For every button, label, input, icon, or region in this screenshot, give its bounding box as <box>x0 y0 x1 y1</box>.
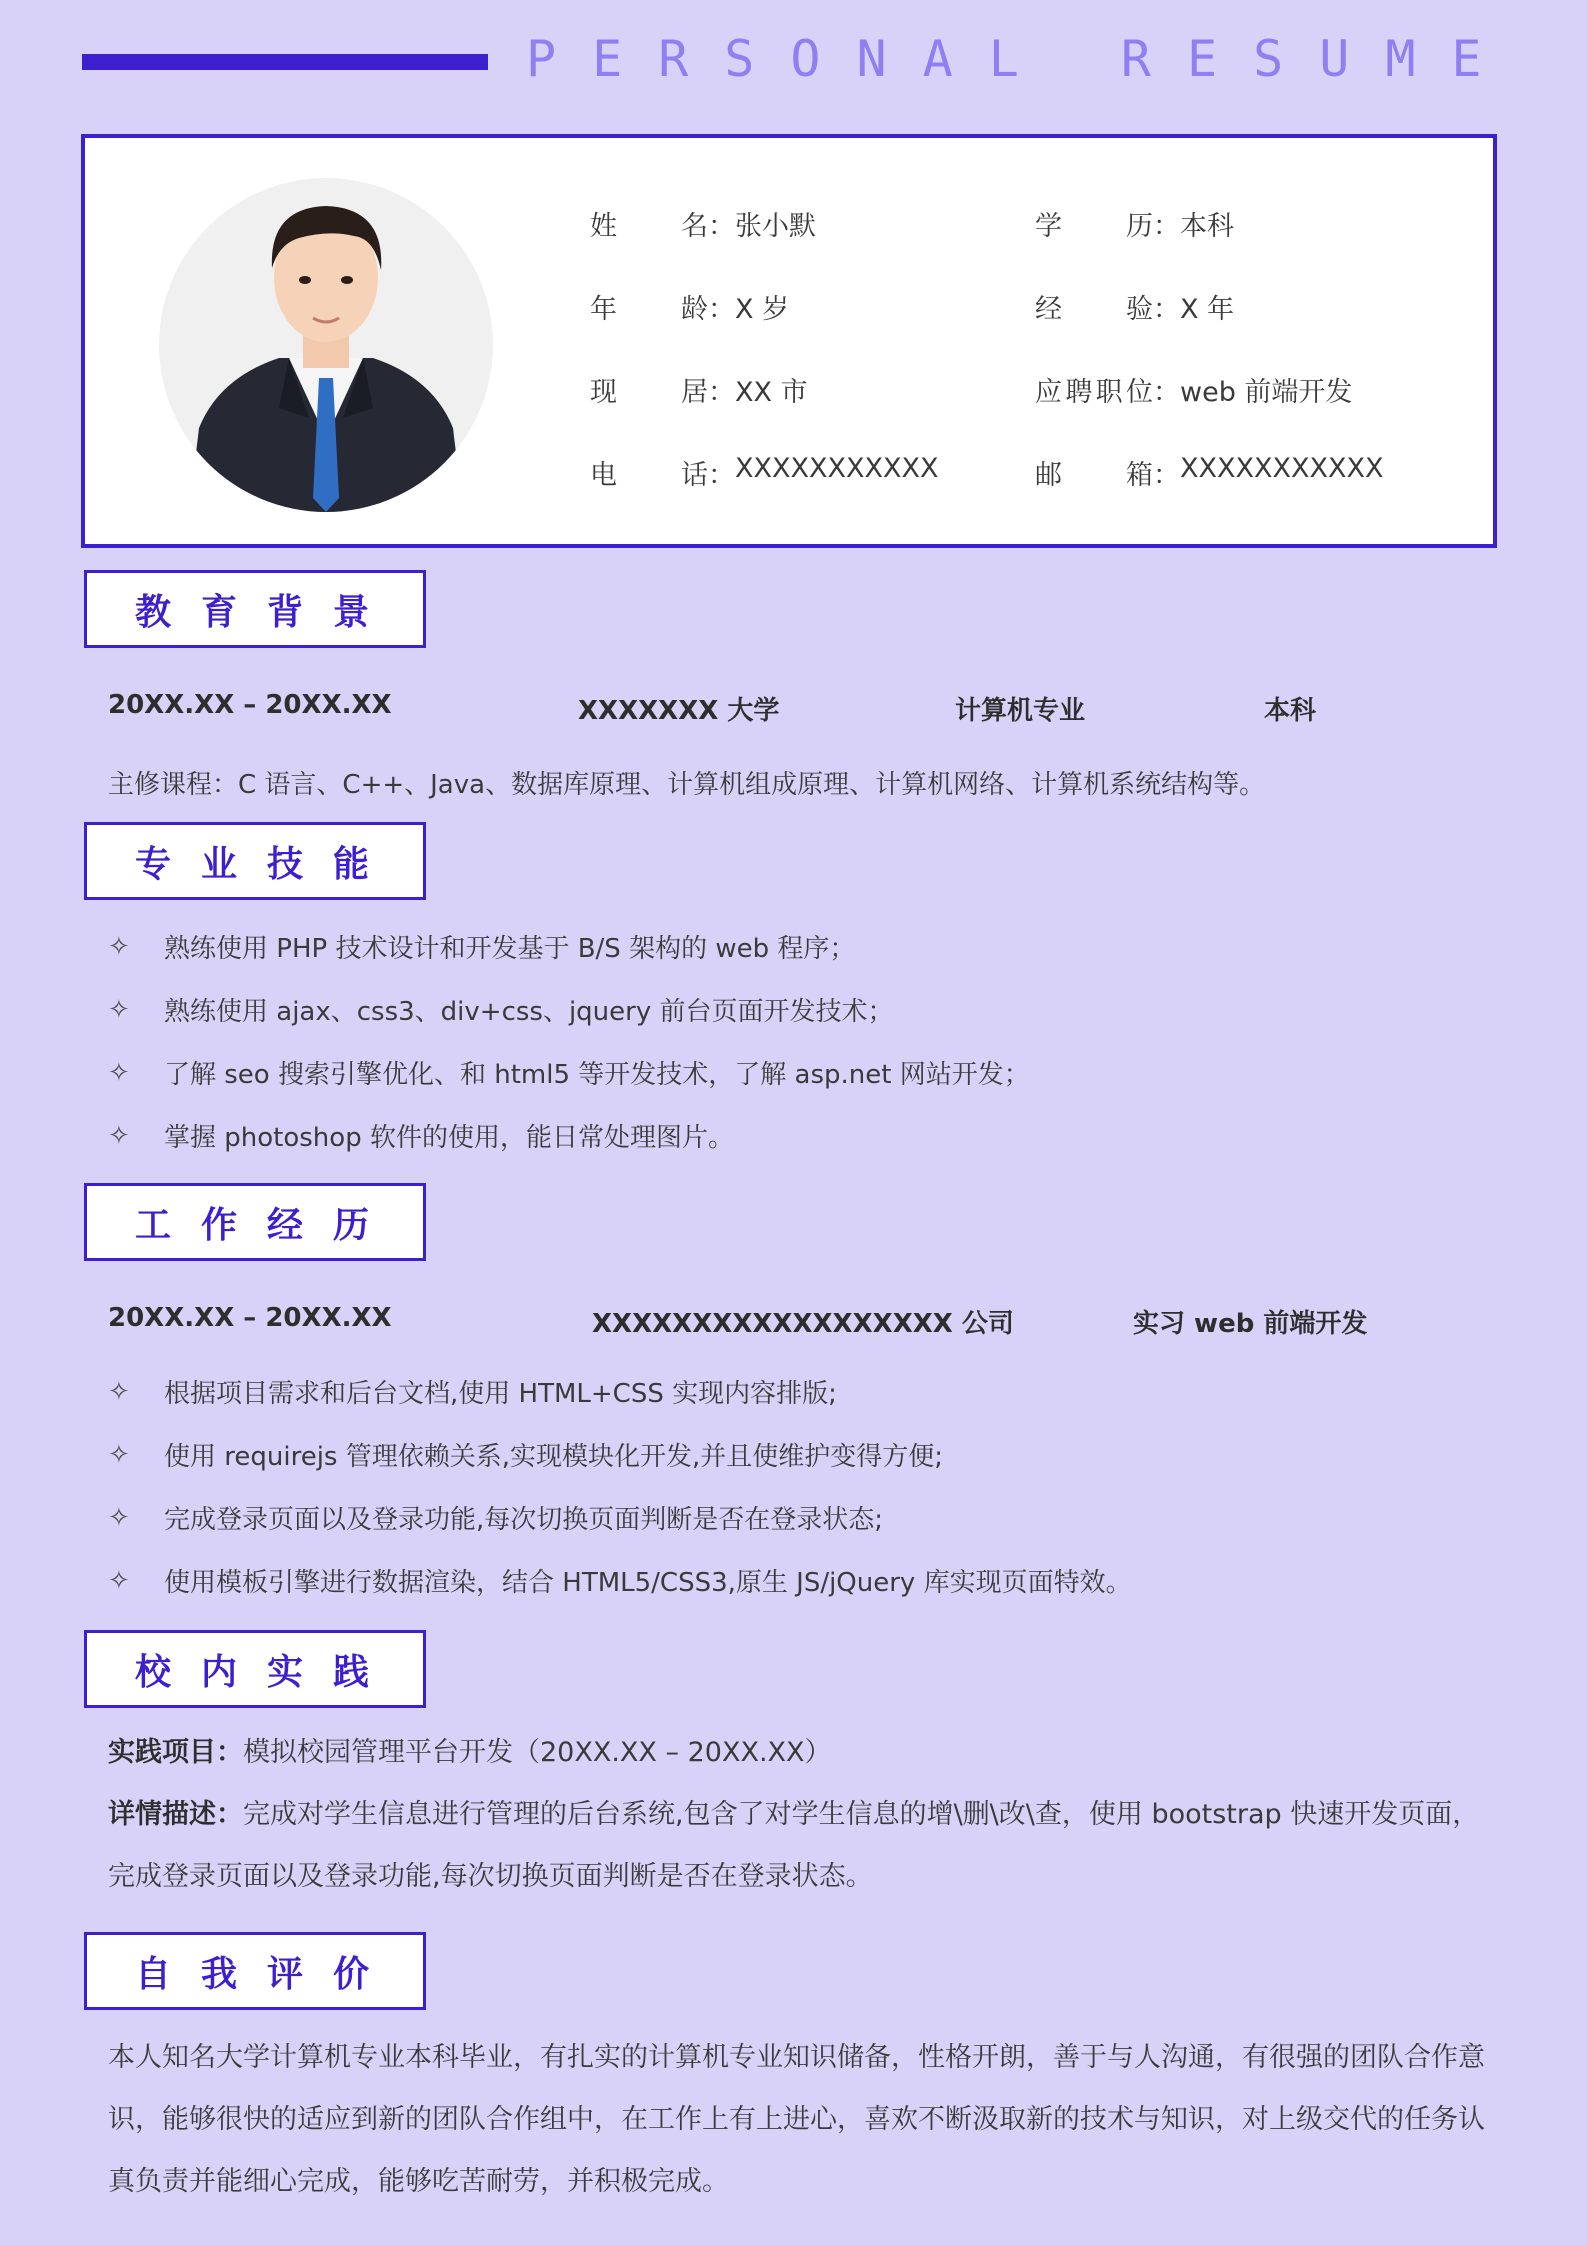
experience-value: X 年 <box>1180 294 1235 325</box>
residence-label: 现居 <box>590 377 708 408</box>
age-field: 年龄 ： X 岁 <box>590 287 789 326</box>
diamond-star-icon: ✧ <box>108 1502 130 1533</box>
campus-detail: 详情描述：完成对学生信息进行管理的后台系统,包含了对学生信息的增\删\改\查，使用 bootstrap 快速开发页面，完成登录页面以及登录功能,每次切换页面判断是否在登录状态。 <box>108 1799 1480 1892</box>
avatar <box>159 178 493 512</box>
skills-list <box>108 915 1030 1167</box>
age-label: 年龄 <box>590 294 708 325</box>
work-company: XXXXXXXXXXXXXXXXXX 公司 <box>592 1309 1014 1339</box>
self-evaluation-text: 本人知名大学计算机专业本科毕业，有扎实的计算机专业知识储备，性格开朗，善于与人沟通，有很强的团队合作意识，能够很快的适应到新的团队合作组中，在工作上有上进心，喜欢不断汲取新的技术与知识，对上级交代的任务认真负责并能细心完成，能够吃苦耐劳，并积极完成。 <box>108 2042 1485 2197</box>
name-label: 姓名 <box>590 211 708 242</box>
email-label: 邮箱 <box>1035 460 1153 491</box>
position-label: 应聘职位 <box>1035 377 1153 408</box>
phone-field: 电话 ： XXXXXXXXXXX <box>590 453 939 491</box>
list-item: ✧ 掌握 photoshop 软件的使用，能日常处理图片。 <box>108 1120 734 1153</box>
list-item: ✧ 根据项目需求和后台文档,使用 HTML+CSS 实现内容排版; <box>108 1376 837 1409</box>
education-level-label: 学历 <box>1035 211 1153 242</box>
age-value: X 岁 <box>735 294 790 325</box>
education-major: 计算机专业 <box>955 696 1086 726</box>
education-level-field: 学历 ： 本科 <box>1035 204 1234 243</box>
email-value: XXXXXXXXXXX <box>1180 453 1384 484</box>
education-period: 20XX.XX – 20XX.XX <box>108 690 392 720</box>
education-section-title: 教育背景 <box>84 570 426 648</box>
page-title: PERSONAL RESUME <box>526 30 1518 88</box>
experience-label: 经验 <box>1035 294 1153 325</box>
list-item: ✧ 了解 seo 搜索引擎优化、和 html5 等开发技术，了解 asp.net 网站开发； <box>108 1057 1030 1090</box>
experience-field: 经验 ： X 年 <box>1035 287 1234 326</box>
position-field: 应聘职位 ： web 前端开发 <box>1035 370 1352 409</box>
phone-value: XXXXXXXXXXX <box>735 453 939 484</box>
diamond-star-icon: ✧ <box>108 994 130 1025</box>
campus-content <box>108 1722 1488 1908</box>
name-field: 姓名 ： 张小默 <box>590 204 816 243</box>
education-degree: 本科 <box>1264 696 1317 726</box>
phone-label: 电话 <box>590 460 708 491</box>
diamond-star-icon: ✧ <box>108 1376 130 1407</box>
list-item: ✧ 使用 requirejs 管理依赖关系,实现模块化开发,并且使维护变得方便; <box>108 1439 944 1472</box>
education-school: XXXXXXX 大学 <box>578 696 780 726</box>
header-accent-bar <box>82 54 488 70</box>
self-section-title: 自我评价 <box>84 1932 426 2010</box>
work-duties-list <box>108 1360 1132 1612</box>
diamond-star-icon: ✧ <box>108 931 130 962</box>
diamond-star-icon: ✧ <box>108 1120 130 1151</box>
diamond-star-icon: ✧ <box>108 1565 130 1596</box>
campus-section-title: 校内实践 <box>84 1630 426 1708</box>
work-period: 20XX.XX – 20XX.XX <box>108 1303 392 1333</box>
residence-value: XX 市 <box>735 377 808 408</box>
work-role: 实习 web 前端开发 <box>1133 1309 1368 1339</box>
email-field: 邮箱 ： XXXXXXXXXXX <box>1035 453 1384 491</box>
list-item: ✧ 熟练使用 ajax、css3、div+css、jquery 前台页面开发技术； <box>108 994 894 1027</box>
list-item: ✧ 熟练使用 PHP 技术设计和开发基于 B/S 架构的 web 程序； <box>108 931 856 964</box>
residence-field: 现居 ： XX 市 <box>590 370 808 409</box>
position-value: web 前端开发 <box>1180 377 1353 408</box>
profile-card <box>81 134 1497 548</box>
campus-project: 实践项目：模拟校园管理平台开发（20XX.XX – 20XX.XX） <box>108 1737 832 1768</box>
education-courses: 主修课程：C 语言、C++、Java、数据库原理、计算机组成原理、计算机网络、计算机系统结构等。 <box>108 770 1266 800</box>
work-section-title: 工作经历 <box>84 1183 426 1261</box>
list-item: ✧ 使用模板引擎进行数据渲染，结合 HTML5/CSS3,原生 JS/jQuery 库实现页面特效。 <box>108 1565 1132 1598</box>
diamond-star-icon: ✧ <box>108 1439 130 1470</box>
name-value: 张小默 <box>735 211 816 242</box>
skills-section-title: 专业技能 <box>84 822 426 900</box>
list-item: ✧ 完成登录页面以及登录功能,每次切换页面判断是否在登录状态; <box>108 1502 884 1535</box>
education-level-value: 本科 <box>1180 211 1234 242</box>
diamond-star-icon: ✧ <box>108 1057 130 1088</box>
